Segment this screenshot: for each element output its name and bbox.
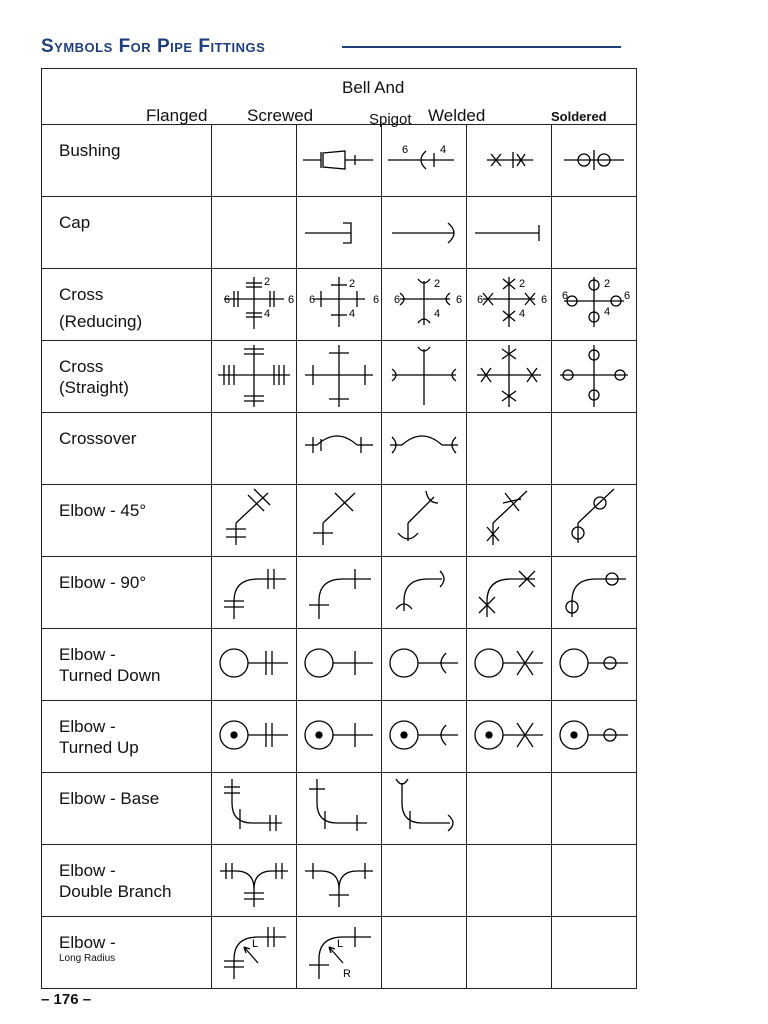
double-branch-flanged [212, 845, 297, 917]
elbow90-flanged [212, 557, 297, 629]
double-branch-welded [467, 845, 552, 917]
turned-up-flanged [212, 701, 297, 773]
elbow45-soldered [552, 485, 637, 557]
svg-text:6: 6 [394, 294, 401, 306]
row-label: Crossover [59, 429, 137, 448]
cross-straight-flanged-symbol [212, 341, 296, 412]
turned-up-screwed-symbol [297, 701, 381, 772]
elbow90-welded-symbol [467, 557, 551, 628]
elbow45-welded-symbol [467, 485, 551, 556]
double-branch-soldered [552, 845, 637, 917]
long-radius-spigot [382, 917, 467, 989]
row-label-2: (Straight) [59, 378, 129, 397]
turned-down-screwed [297, 629, 382, 701]
cross-straight-screwed [297, 341, 382, 413]
row-label: Cap [59, 213, 91, 232]
row-elbow-long-radius [42, 917, 637, 989]
col-welded: Welded [428, 106, 486, 125]
cross-straight-flanged [212, 341, 297, 413]
bushing-soldered-symbol [552, 125, 636, 196]
base-flanged [212, 773, 297, 845]
row-label-2: Turned Up [59, 738, 139, 757]
crossover-screwed [297, 413, 382, 485]
svg-text:4: 4 [519, 308, 526, 320]
page-title: Symbols For Pipe Fittings [41, 36, 266, 57]
turned-up-spigot-symbol [382, 701, 466, 772]
elbow45-flanged [212, 485, 297, 557]
svg-text:2: 2 [349, 278, 356, 290]
cap-spigot [382, 197, 467, 269]
turned-down-spigot [382, 629, 467, 701]
row-label: Elbow - [59, 645, 116, 664]
svg-text:4: 4 [349, 308, 356, 320]
base-soldered [552, 773, 637, 845]
svg-text:6: 6 [541, 294, 548, 306]
elbow45-screwed [297, 485, 382, 557]
long-radius-soldered [552, 917, 637, 989]
bushing-soldered [552, 125, 637, 197]
cross-straight-spigot [382, 341, 467, 413]
cross-reducing-spigot-symbol [382, 269, 466, 340]
row-label: Elbow - [59, 861, 116, 880]
turned-up-screwed [297, 701, 382, 773]
cross-straight-soldered [552, 341, 637, 413]
cross-reducing-screwed-symbol [297, 269, 381, 340]
row-elbow-base [42, 773, 637, 845]
svg-text:6: 6 [477, 294, 484, 306]
base-screwed [297, 773, 382, 845]
row-crossover [42, 413, 637, 485]
turned-down-screwed-symbol [297, 629, 381, 700]
row-label: Cross [59, 285, 104, 304]
svg-text:6: 6 [624, 290, 631, 302]
elbow45-spigot-symbol [382, 485, 466, 556]
crossover-flanged [212, 413, 297, 485]
double-branch-flanged-symbol [212, 845, 296, 916]
row-elbow-double-branch [42, 845, 637, 917]
bushing-spigot [382, 125, 467, 197]
svg-text:4: 4 [440, 144, 447, 156]
row-label-2: Long Radius [59, 953, 116, 964]
row-cap [42, 197, 637, 269]
elbow90-screwed [297, 557, 382, 629]
row-cross-straight [42, 341, 637, 413]
row-label-2: (Reducing) [59, 312, 143, 331]
elbow90-flanged-symbol [212, 557, 296, 628]
cap-screwed-symbol [297, 197, 381, 268]
turned-down-soldered [552, 629, 637, 701]
crossover-welded [467, 413, 552, 485]
row-label: Elbow - [59, 933, 116, 952]
col-soldered: Soldered [551, 109, 607, 124]
elbow90-welded [467, 557, 552, 629]
row-label: Cross [59, 357, 104, 376]
cap-screwed [297, 197, 382, 269]
svg-text:L: L [252, 938, 259, 950]
elbow90-screwed-symbol [297, 557, 381, 628]
row-elbow-45 [42, 485, 637, 557]
turned-up-spigot [382, 701, 467, 773]
svg-text:L: L [337, 938, 344, 950]
cross-straight-spigot-symbol [382, 341, 466, 412]
row-label: Elbow - 90° [59, 573, 147, 592]
row-cross-reducing [42, 269, 637, 341]
row-label: Elbow - Base [59, 789, 160, 808]
cap-flanged [212, 197, 297, 269]
row-elbow-turned-up [42, 701, 637, 773]
svg-text:2: 2 [434, 278, 441, 290]
turned-up-flanged-symbol [212, 701, 296, 772]
svg-text:R: R [343, 968, 351, 980]
svg-text:6: 6 [309, 294, 316, 306]
double-branch-screwed [297, 845, 382, 917]
turned-up-welded-symbol [467, 701, 551, 772]
symbols-table [41, 68, 637, 989]
turned-down-welded [467, 629, 552, 701]
elbow45-spigot [382, 485, 467, 557]
col-screwed: Screwed [247, 106, 314, 125]
elbow90-soldered [552, 557, 637, 629]
svg-text:6: 6 [373, 294, 380, 306]
cross-reducing-flanged-symbol [212, 269, 296, 340]
base-spigot-symbol [382, 773, 466, 844]
cap-spigot-symbol [382, 197, 466, 268]
cap-welded [467, 197, 552, 269]
turned-down-flanged-symbol [212, 629, 296, 700]
crossover-spigot [382, 413, 467, 485]
bushing-flanged [212, 125, 297, 197]
bushing-welded-symbol [467, 125, 551, 196]
svg-text:4: 4 [604, 306, 611, 318]
bushing-screwed [297, 125, 382, 197]
cross-reducing-screwed [297, 269, 382, 341]
svg-text:2: 2 [604, 278, 611, 290]
svg-text:4: 4 [434, 308, 441, 320]
crossover-soldered [552, 413, 637, 485]
cross-reducing-flanged [212, 269, 297, 341]
crossover-screwed-symbol [297, 413, 381, 484]
cross-straight-welded-symbol [467, 341, 551, 412]
bushing-welded [467, 125, 552, 197]
cross-reducing-soldered-symbol [552, 269, 636, 340]
base-welded [467, 773, 552, 845]
title-rule [342, 46, 621, 48]
long-radius-flanged [212, 917, 297, 989]
row-label-2: Double Branch [59, 882, 172, 901]
page-number: – 176 – [41, 991, 92, 1008]
cross-straight-soldered-symbol [552, 341, 636, 412]
elbow90-spigot [382, 557, 467, 629]
turned-down-spigot-symbol [382, 629, 466, 700]
cross-reducing-spigot [382, 269, 467, 341]
row-elbow-turned-down [42, 629, 637, 701]
row-label-2: Turned Down [59, 666, 161, 685]
svg-text:4: 4 [264, 308, 271, 320]
long-radius-screwed-symbol [297, 917, 381, 988]
turned-up-soldered [552, 701, 637, 773]
elbow45-welded [467, 485, 552, 557]
row-elbow-90 [42, 557, 637, 629]
long-radius-screwed [297, 917, 382, 989]
svg-text:6: 6 [456, 294, 463, 306]
svg-text:2: 2 [264, 276, 271, 288]
cross-reducing-welded-symbol [467, 269, 551, 340]
turned-down-soldered-symbol [552, 629, 636, 700]
cap-soldered [552, 197, 637, 269]
svg-text:6: 6 [562, 290, 569, 302]
turned-up-soldered-symbol [552, 701, 636, 772]
row-label: Elbow - 45° [59, 501, 147, 520]
row-bushing [42, 125, 637, 197]
cross-straight-screwed-symbol [297, 341, 381, 412]
double-branch-screwed-symbol [297, 845, 381, 916]
base-flanged-symbol [212, 773, 296, 844]
cross-reducing-welded [467, 269, 552, 341]
svg-text:6: 6 [288, 294, 295, 306]
col-flanged: Flanged [146, 106, 208, 125]
bushing-screwed-symbol [297, 125, 381, 196]
turned-down-flanged [212, 629, 297, 701]
svg-text:2: 2 [519, 278, 526, 290]
long-radius-flanged-symbol [212, 917, 296, 988]
elbow45-screwed-symbol [297, 485, 381, 556]
cap-welded-symbol [467, 197, 551, 268]
svg-text:6: 6 [402, 144, 409, 156]
row-label: Bushing [59, 141, 121, 160]
header-row [42, 69, 637, 125]
turned-down-welded-symbol [467, 629, 551, 700]
turned-up-welded [467, 701, 552, 773]
elbow45-soldered-symbol [552, 485, 636, 556]
long-radius-welded [467, 917, 552, 989]
elbow90-spigot-symbol [382, 557, 466, 628]
col-bell-and: Bell And [342, 78, 405, 97]
cross-reducing-soldered [552, 269, 637, 341]
double-branch-spigot [382, 845, 467, 917]
crossover-spigot-symbol [382, 413, 466, 484]
base-spigot [382, 773, 467, 845]
svg-text:6: 6 [224, 294, 231, 306]
elbow45-flanged-symbol [212, 485, 296, 556]
bushing-spigot-symbol [382, 125, 466, 196]
base-screwed-symbol [297, 773, 381, 844]
cross-straight-welded [467, 341, 552, 413]
elbow90-soldered-symbol [552, 557, 636, 628]
col-spigot: Spigot [369, 111, 412, 128]
row-label: Elbow - [59, 717, 116, 736]
